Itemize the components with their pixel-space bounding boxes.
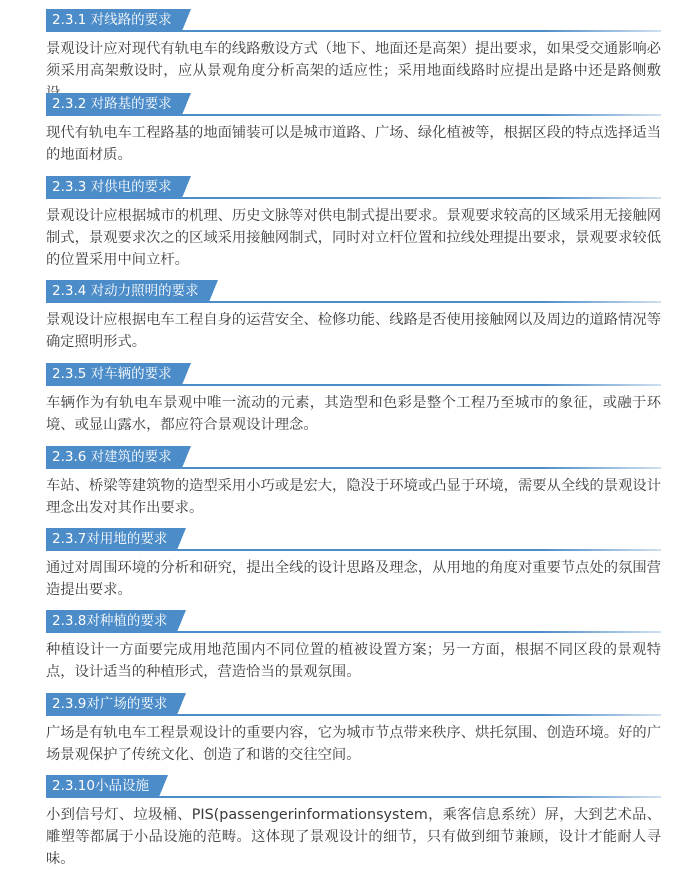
section-heading: 2.3.4 对动力照明的要求 <box>46 280 209 302</box>
heading-underline <box>46 114 661 116</box>
section-heading: 2.3.2 对路基的要求 <box>46 93 182 115</box>
section-2-3-5 <box>46 363 661 436</box>
section-2-3-10 <box>46 775 661 870</box>
section-heading-row <box>46 610 661 633</box>
heading-underline <box>46 714 661 716</box>
section-heading-row <box>46 693 661 716</box>
section-heading-row <box>46 446 661 469</box>
heading-underline <box>46 301 661 303</box>
heading-underline <box>46 631 661 633</box>
section-2-3-4 <box>46 280 661 353</box>
section-2-3-1 <box>46 9 661 104</box>
section-2-3-6 <box>46 446 661 519</box>
heading-underline <box>46 30 661 32</box>
section-heading: 2.3.7对用地的要求 <box>46 528 177 550</box>
section-2-3-3 <box>46 176 661 271</box>
section-heading-row <box>46 9 661 32</box>
heading-underline <box>46 467 661 469</box>
heading-underline <box>46 384 661 386</box>
section-body: 小到信号灯、垃圾桶、PIS(passengerinformationsystem，乘客信息系统）屏，大到艺术品、雕塑等都属于小品设施的范畴。这体现了景观设计的细节，只有做到细节兼顾，设计才能耐人寻味。 <box>46 807 661 867</box>
section-heading-row <box>46 280 661 303</box>
section-heading: 2.3.1 对线路的要求 <box>46 9 182 31</box>
section-heading-row <box>46 528 661 551</box>
section-heading: 2.3.10小品设施 <box>46 775 159 797</box>
section-body: 种植设计一方面要完成用地范围内不同位置的植被设置方案；另一方面，根据不同区段的景观特点，设计适当的种植形式，营造恰当的景观氛围。 <box>46 642 661 680</box>
section-body: 通过对周围环境的分析和研究，提出全线的设计思路及理念，从用地的角度对重要节点处的氛围营造提出要求。 <box>46 560 661 598</box>
section-2-3-8 <box>46 610 661 683</box>
section-2-3-9 <box>46 693 661 766</box>
section-2-3-7 <box>46 528 661 601</box>
section-heading-row <box>46 775 661 798</box>
heading-underline <box>46 549 661 551</box>
section-body: 景观设计应根据电车工程自身的运营安全、检修功能、线路是否使用接触网以及周边的道路情况等确定照明形式。 <box>46 312 661 350</box>
section-body: 车站、桥梁等建筑物的造型采用小巧或是宏大，隐没于环境或凸显于环境，需要从全线的景观设计理念出发对其作出要求。 <box>46 478 661 516</box>
section-body: 广场是有轨电车工程景观设计的重要内容，它为城市节点带来秩序、烘托氛围、创造环境。好的广场景观保护了传统文化、创造了和谐的交往空间。 <box>46 725 661 763</box>
section-heading: 2.3.8对种植的要求 <box>46 610 177 632</box>
section-heading: 2.3.5 对车辆的要求 <box>46 363 182 385</box>
section-heading-row <box>46 363 661 386</box>
section-2-3-2 <box>46 93 661 166</box>
section-heading: 2.3.6 对建筑的要求 <box>46 446 182 468</box>
section-heading-row <box>46 93 661 116</box>
section-body: 车辆作为有轨电车景观中唯一流动的元素，其造型和色彩是整个工程乃至城市的象征，或融于环境、或显山露水，都应符合景观设计理念。 <box>46 395 661 433</box>
heading-underline <box>46 796 661 798</box>
section-heading-row <box>46 176 661 199</box>
heading-underline <box>46 197 661 199</box>
section-body: 现代有轨电车工程路基的地面铺装可以是城市道路、广场、绿化植被等，根据区段的特点选择适当的地面材质。 <box>46 125 661 163</box>
section-body: 景观设计应根据城市的机理、历史文脉等对供电制式提出要求。景观要求较高的区域采用无接触网制式，景观要求次之的区域采用接触网制式，同时对立杆位置和拉线处理提出要求，景观要求较低的位置采用中间立杆。 <box>46 208 661 268</box>
section-heading: 2.3.9对广场的要求 <box>46 693 177 715</box>
section-body: 景观设计应对现代有轨电车的线路敷设方式（地下、地面还是高架）提出要求，如果受交通影响必须采用高架敷设时，应从景观角度分析高架的适应性；采用地面线路时应提出是路中还是路侧敷 <box>46 41 661 79</box>
section-heading: 2.3.3 对供电的要求 <box>46 176 182 198</box>
